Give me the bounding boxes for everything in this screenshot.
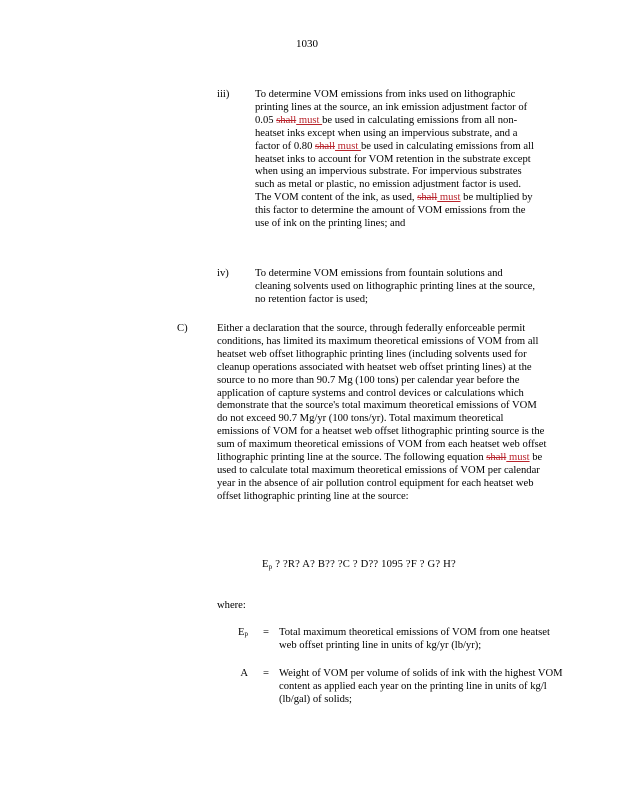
definition-symbol: $E_p$ xyxy=(238,627,248,638)
item-c-marker: C) xyxy=(177,323,188,334)
equation-lhs-subscript: p xyxy=(268,563,273,571)
item-c-insertion-1: must xyxy=(506,452,530,464)
item-iv-paragraph: To determine VOM emissions from fountain solutions and cleaning solvents used on lithographic printing lines at the source, no retention factor is used; xyxy=(255,268,536,305)
where-label: where: xyxy=(217,600,246,611)
equation-rhs: ? ?R? A? B?? ?C ? D?? 1095 ?F ? G? H? xyxy=(272,559,456,570)
item-c-deletion-1: shall xyxy=(486,452,507,464)
definition-equals: = xyxy=(263,668,269,679)
item-iii-text-4: be multiplied by this factor to determine the amount of VOM emissions from the use of ink on the printing lines; and xyxy=(255,192,533,230)
item-iii-text-2: be used in calculating emissions from all non-heatset inks except when using an impervious substrate, and a factor of 0.80 xyxy=(255,114,518,152)
item-iii-deletion-3: shall xyxy=(417,192,438,204)
item-c-text-2: be used to calculate total maximum theoretical emissions of VOM per calendar year in the absence of air pollution control equipment for each heatset web offset lithographic printing line at the source: xyxy=(217,452,543,502)
definition-equals: = xyxy=(263,627,269,638)
item-iii-marker: iii) xyxy=(217,89,230,100)
item-iii-text-3: be used in calculating emissions from all heatset inks to account for VOM retention in the substrate except when using an impervious substrate. For impervious substrates such as metal or plastic, no emission adjustment factor is used. The VOM content of the ink, as used, xyxy=(255,140,534,204)
item-iii-text-1: To determine VOM emissions from inks used on lithographic printing lines at the source, an ink emission adjustment factor of 0.05 xyxy=(255,89,528,126)
page-number: 1030 xyxy=(296,38,318,50)
definition-symbol: A xyxy=(240,668,248,679)
item-iii-insertion-3: must xyxy=(437,192,461,204)
item-iii-insertion-2: must xyxy=(335,140,361,152)
item-iv-marker: iv) xyxy=(217,268,229,279)
equation-lhs: E xyxy=(262,559,269,570)
item-iii-insertion-1: must xyxy=(296,114,323,126)
item-iii-deletion-1: shall xyxy=(276,114,297,126)
definition-text: Total maximum theoretical emissions of VOM from one heatset web offset printing line in units of kg/yr (lb/yr); xyxy=(279,627,550,651)
item-iii-paragraph xyxy=(255,89,538,231)
item-iii-deletion-2: shall xyxy=(315,140,336,152)
item-c-paragraph xyxy=(217,323,547,504)
item-c-text-1: Either a declaration that the source, through federally enforceable permit conditions, has limited its maximum theoretical emissions of VOM from all heatset web offset lithographic printing lines (including solvents used for cleanup operations associated with heatset web offset printing lines) at the source to no more than 90.7 Mg (100 tons) per calendar year before the application of capture systems and control devices or calculations which demonstrate that the source's total maximum theoretical emissions of VOM do not exceed 90.7 Mg/yr (100 tons/yr). Total maximum theoretical emissions of VOM for a heatset web offset lithographic printing source is the sum of maximum theoretical emissions of VOM from each heatset web offset lithographic printing line at the source. The following equation xyxy=(217,323,547,464)
equation xyxy=(262,559,456,574)
definition-text: Weight of VOM per volume of solids of ink with the highest VOM content as applied each year on the printing line in units of kg/l (lb/gal) of solids; xyxy=(279,668,563,705)
